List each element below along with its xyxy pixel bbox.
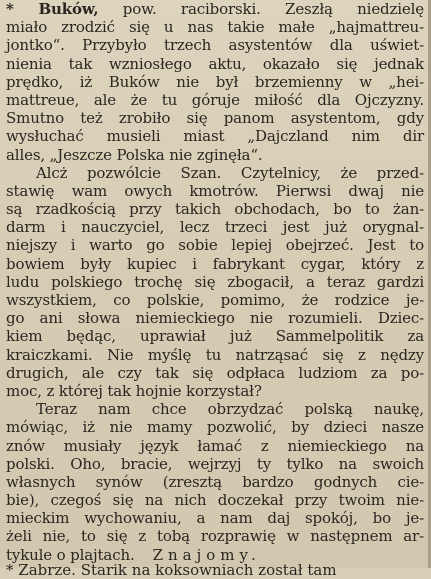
article-line: mieckim wychowaniu, a nam daj spokój, bo je-	[6, 509, 424, 528]
article-line: go ani słowa niemieckiego nie rozumieli. Dziec-	[6, 309, 424, 328]
article-line: mattreue, ale że tu góruje miłość dla Ojczyzny.	[6, 90, 424, 109]
article-column	[6, 0, 424, 564]
article-line: są rzadkością przy takich obchodach, bo to żan-	[6, 200, 424, 219]
article-line: miało zrodzić się u nas takie małe „hajmattreu-	[6, 18, 424, 37]
article-line: kiem będąc, uprawiał już Sammelpolitik za	[6, 327, 424, 346]
article-line: własnych synów (zresztą bardzo godnych cie-	[6, 472, 424, 491]
article-line: niejszy i warto go sobie lepiej obejrzeć. Jest to	[6, 236, 424, 255]
next-article-cut-line: * Zabrze. Starik na koksowniach został tam	[6, 561, 337, 579]
article-line: mówiąc, iż nie mamy pozwolić, by dzieci nasze	[6, 418, 424, 437]
article-line	[6, 0, 424, 18]
article-line: bowiem były kupiec i fabrykant cygar, który z	[6, 254, 424, 273]
article-line: wysłuchać musieli miast „Dajczland nim dir	[6, 127, 424, 146]
article-line: polski. Oho, bracie, wejrzyj ty tylko na swoich	[6, 454, 424, 473]
article-line: Alcż pozwólcie Szan. Czytelnicy, że przed-	[36, 163, 424, 182]
article-heading-place: * Buków,	[6, 0, 99, 18]
article-line: ludu polskiego trochę się zbogacił, a teraz gardzi	[6, 272, 424, 291]
article-line: moc, z której tak hojnie korzystał?	[6, 381, 262, 400]
article-line: alles, „Jeszcze Polska nie zginęła“.	[6, 145, 263, 164]
article-line: darm i nauczyciel, lecz trzeci jest już orygnal-	[6, 218, 424, 237]
article-line: wszystkiem, co polskie, pomimo, że rodzice je-	[6, 291, 424, 309]
article-line: kraiczkami. Nie myślę tu natrząsać się z nędzy	[6, 345, 424, 364]
article-line: stawię wam owych kmotrów. Pierwsi dwaj nie	[6, 181, 424, 200]
article-line: znów musiały język łamać z niemieckiego na	[6, 436, 424, 455]
article-line-text: pow. raciborski. Zeszłą niedzielę	[98, 0, 424, 18]
article-line-text: tykule o plajtach.	[6, 545, 135, 564]
article-line: jontko“. Przybyło trzech asystentów dla uświet-	[6, 36, 424, 55]
article-line: prędko, iż Buków nie był brzemienny w „hei-	[6, 72, 424, 91]
article-line: bie), czegoś się na nich doczekał przy twoim nie-	[6, 491, 424, 510]
article-line: drugich, ale czy tak się odpłaca ludziom za po-	[6, 363, 424, 382]
article-line: nienia tak wzniosłego aktu, okazało się jednak	[6, 54, 424, 73]
article-line: Teraz nam chce obrzydzać polską naukę,	[36, 400, 424, 419]
article-line: Smutno też zrobiło się panom asystentom, gdy	[6, 109, 424, 128]
author-signature: Znajomy.	[152, 545, 261, 564]
article-line: żeli nie, to się z tobą rozprawię w następnem ar-	[6, 527, 424, 546]
